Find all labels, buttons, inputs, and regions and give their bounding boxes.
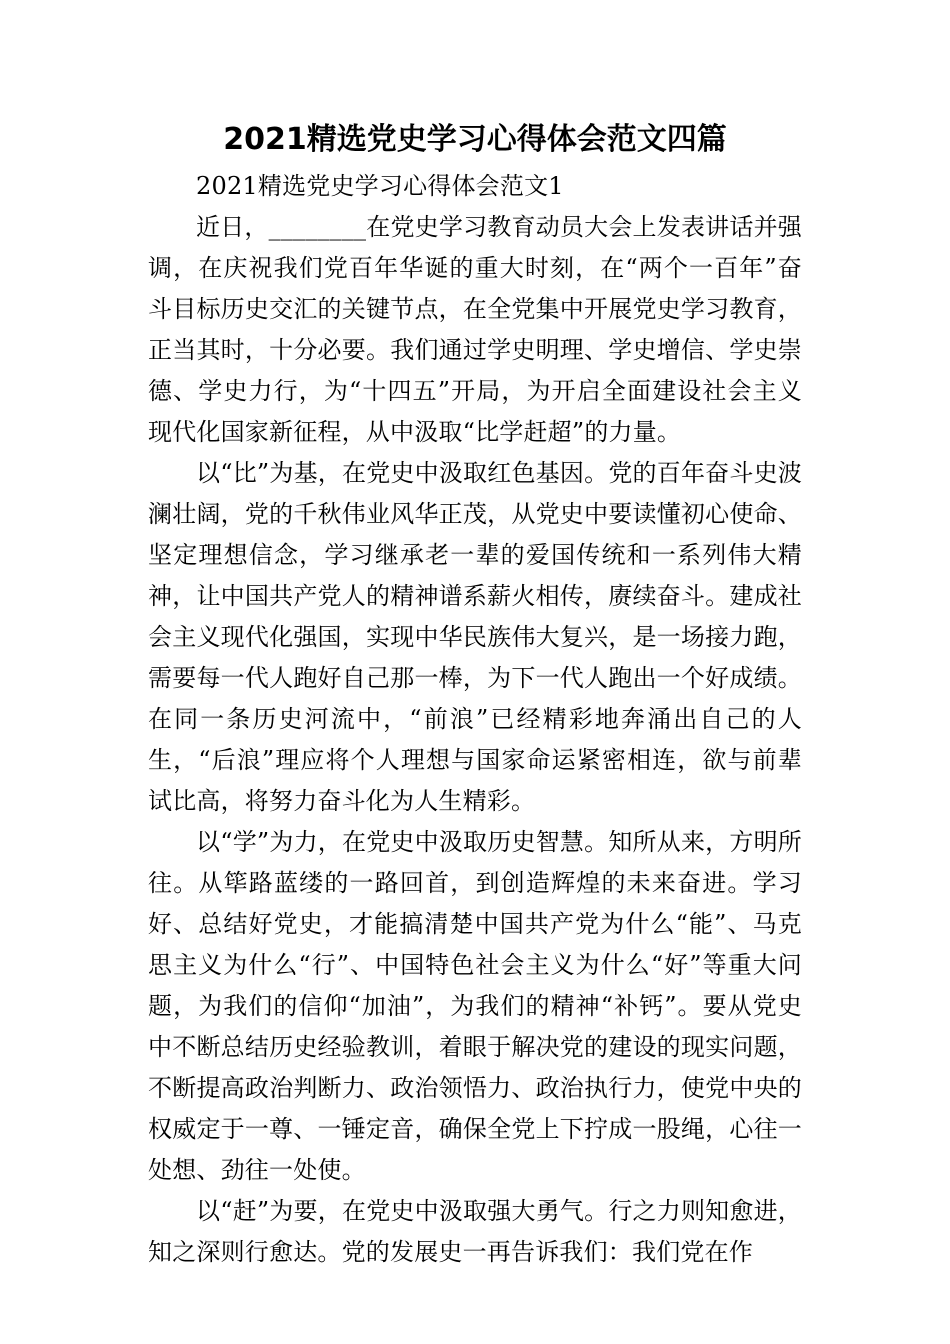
paragraph: 以“学”为力，在党史中汲取历史智慧。知所从来，方明所往。从筚路蓝缕的一路回首，到创造辉煌的未来奋进。学习好、总结好党史，才能搞清楚中国共产党为什么“能”、马克思主义为什么“行”、中国特色社会主义为什么“好”等重大问题，为我们的信仰“加油”，为我们的精神“补钙”。要从党史中不断总结历史经验教训，着眼于解决党的建设的现实问题，不断提高政治判断力、政治领悟力、政治执行力，使党中央的权威定于一尊、一锤定音，确保全党上下拧成一股绳，心往一处想、劲往一处使。	[148, 828, 802, 1184]
paragraph: 以“比”为基，在党史中汲取红色基因。党的百年奋斗史波澜壮阔，党的千秋伟业风华正茂，从党史中要读懂初心使命、坚定理想信念，学习继承老一辈的爱国传统和一系列伟大精神，让中国共产党人的精神谱系薪火相传，赓续奋斗。建成社会主义现代化强国，实现中华民族伟大复兴，是一场接力跑，需要每一代人跑好自己那一棒，为下一代人跑出一个好成绩。在同一条历史河流中，“前浪”已经精彩地奔涌出自己的人生，“后浪”理应将个人理想与国家命运紧密相连，欲与前辈试比高，将努力奋斗化为人生精彩。	[148, 459, 802, 815]
paragraph: 近日，________在党史学习教育动员大会上发表讲话并强调，在庆祝我们党百年华诞的重大时刻，在“两个一百年”奋斗目标历史交汇的关键节点，在全党集中开展党史学习教育，正当其时，十分必要。我们通过学史明理、学史增信、学史崇德、学史力行，为“十四五”开局，为开启全面建设社会主义现代化国家新征程，从中汲取“比学赶超”的力量。	[148, 213, 802, 446]
paragraph-subtitle: 2021精选党史学习心得体会范文1	[196, 172, 564, 200]
document-title: 2021精选党史学习心得体会范文四篇	[223, 122, 727, 157]
document-body	[148, 166, 802, 1273]
paragraph: 以“赶”为要，在党史中汲取强大勇气。行之力则知愈进，知之深则行愈达。党的发展史一再告诉我们：我们党在作	[148, 1197, 802, 1266]
